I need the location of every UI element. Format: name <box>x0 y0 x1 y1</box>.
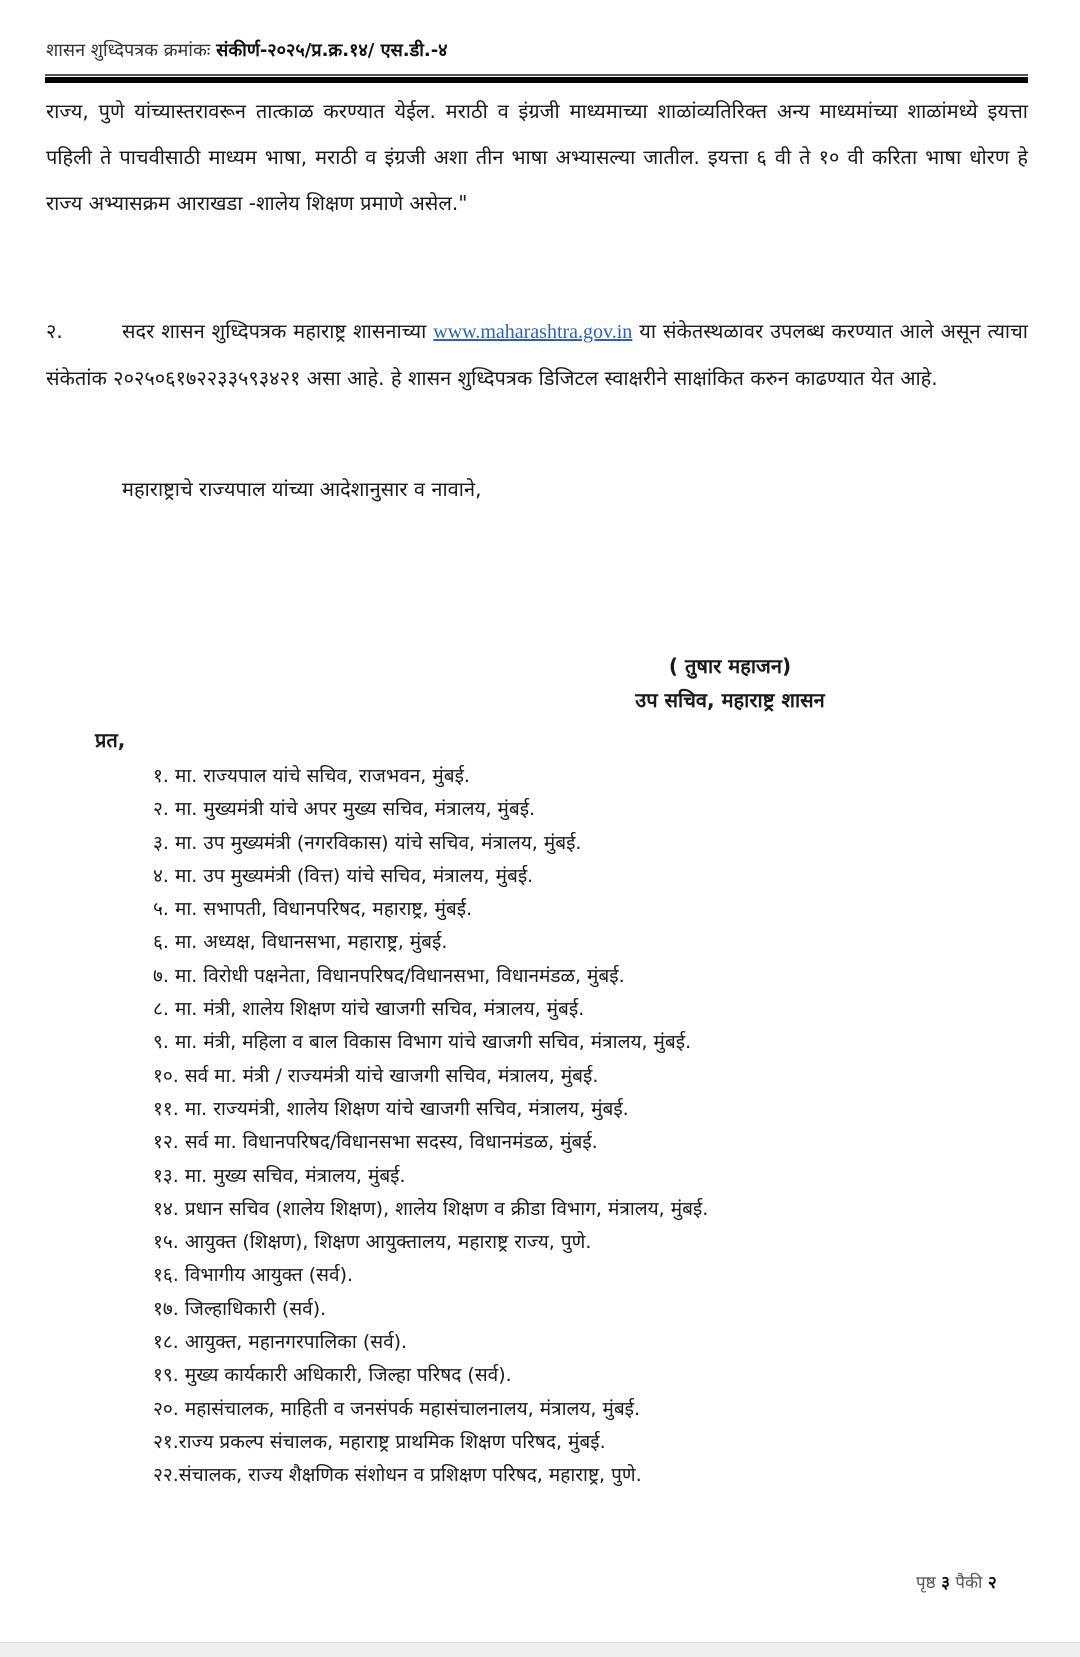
list-item: ८. मा. मंत्री, शालेय शिक्षण यांचे खाजगी सचिव, मंत्रालय, मुंबई. <box>153 998 585 1021</box>
list-item: ११. मा. राज्यमंत्री, शालेय शिक्षण यांचे खाजगी सचिव, मंत्रालय, मुंबई. <box>153 1097 629 1120</box>
list-item: १५. आयुक्त (शिक्षण), शिक्षण आयुक्तालय, महाराष्ट्र राज्य, पुणे. <box>153 1231 592 1254</box>
page-number <box>916 1570 997 1593</box>
list-item: १२. सर्व मा. विधानपरिषद/विधानसभा सदस्य, विधानमंडळ, मुंबई. <box>153 1131 598 1154</box>
order-line: महाराष्ट्राचे राज्यपाल यांच्या आदेशानुसार व नावाने, <box>122 477 482 501</box>
page-number-middle: पैकी <box>949 1573 988 1593</box>
list-item: ६. मा. अध्यक्ष, विधानसभा, महाराष्ट्र, मुंबई. <box>153 931 448 954</box>
header-rule-thin <box>45 74 1028 76</box>
page-number-current: ३ <box>941 1573 950 1593</box>
copy-to-list <box>153 760 708 1493</box>
page-number-prefix: पृष्ठ <box>916 1573 942 1593</box>
list-item: २०. महासंचालक, माहिती व जनसंपर्क महासंचालनालय, मंत्रालय, मुंबई. <box>153 1397 641 1420</box>
list-item: ९. मा. मंत्री, महिला व बाल विकास विभाग यांचे खाजगी सचिव, मंत्रालय, मुंबई. <box>153 1031 692 1054</box>
signatory-name: ( तुषार महाजन) <box>668 654 792 678</box>
page-number-total: २ <box>987 1573 997 1593</box>
list-item: १३. मा. मुख्य सचिव, मंत्रालय, मुंबई. <box>153 1164 406 1187</box>
list-item: १७. जिल्हाधिकारी (सर्व). <box>153 1297 327 1320</box>
copy-to-label: प्रत, <box>95 728 126 752</box>
list-item: १९. मुख्य कार्यकारी अधिकारी, जिल्हा परिषद (सर्व). <box>153 1364 512 1387</box>
paragraph-2 <box>46 308 1028 401</box>
paragraph-2-text-a: सदर शासन शुध्दिपत्रक महाराष्ट्र शासनाच्या <box>122 319 434 343</box>
signatory-designation: उप सचिव, महाराष्ट्र शासन <box>635 688 825 712</box>
paragraph-number: २. <box>46 319 63 343</box>
list-item: २. मा. मुख्यमंत्री यांचे अपर मुख्य सचिव, मंत्रालय, मुंबई. <box>153 798 536 821</box>
list-item: ३. मा. उप मुख्यमंत्री (नगरविकास) यांचे सचिव, मंत्रालय, मुंबई. <box>153 831 582 854</box>
viewer-bottom-bar <box>0 1642 1080 1657</box>
list-item: ७. मा. विरोधी पक्षनेता, विधानपरिषद/विधानसभा, विधानमंडळ, मुंबई. <box>153 964 625 987</box>
list-item: १. मा. राज्यपाल यांचे सचिव, राजभवन, मुंबई. <box>153 765 470 787</box>
list-item: २१.राज्य प्रकल्प संचालक, महाराष्ट्र प्राथमिक शिक्षण परिषद, मुंबई. <box>153 1430 606 1453</box>
list-item: १४. प्रधान सचिव (शालेय शिक्षण), शालेय शिक्षण व क्रीडा विभाग, मंत्रालय, मुंबई. <box>153 1197 709 1220</box>
list-item: १८. आयुक्त, महानगरपालिका (सर्व). <box>153 1331 408 1354</box>
list-item: २२.संचालक, राज्य शैक्षणिक संशोधन व प्रशिक्षण परिषद, महाराष्ट्र, पुणे. <box>153 1464 642 1487</box>
list-item: १६. विभागीय आयुक्त (सर्व). <box>153 1264 354 1287</box>
header-reference: संकीर्ण-२०२५/प्र.क्र.१४/ एस.डी.-४ <box>216 40 448 61</box>
website-link[interactable]: www.maharashtra.gov.in <box>433 321 633 343</box>
paragraph-1: राज्य, पुणे यांच्यास्तरावरून तात्काळ करण्यात येईल. मराठी व इंग्रजी माध्यमाच्या शाळांव्यतिरिक्त अन्य माध्यमांच्या शाळांमध्ये इयत्ता पहिली ते पाचवीसाठी माध्यम भाषा, मराठी व इंग्रजी अशा तीन भाषा अभ्यासल्या जातील. इयत्ता ६ वी ते १० वी करिता भाषा धोरण हे राज्य अभ्यासक्रम आराखडा -शालेय शिक्षण प्रमाणे असेल." <box>46 99 1028 215</box>
document-header <box>46 38 448 62</box>
list-item: ४. मा. उप मुख्यमंत्री (वित्त) यांचे सचिव, मंत्रालय, मुंबई. <box>153 864 534 887</box>
header-rule-thick <box>45 77 1028 83</box>
paragraph-2-text-b: या संकेतस्थळावर उपलब्ध करण्यात आले असून त्याचा संकेतांक २०२५०६१७२२३३५९३४२१ असा आहे. हे शासन शुध्दिपत्रक डिजिटल स्वाक्षरीने साक्षांकित करुन काढण्यात येत आहे. <box>46 319 1028 390</box>
list-item: ५. मा. सभापती, विधानपरिषद, महाराष्ट्र, मुंबई. <box>153 898 473 921</box>
list-item: १०. सर्व मा. मंत्री / राज्यमंत्री यांचे खाजगी सचिव, मंत्रालय, मुंबई. <box>153 1064 599 1087</box>
header-label: शासन शुध्दिपत्रक क्रमांकः <box>46 40 211 61</box>
